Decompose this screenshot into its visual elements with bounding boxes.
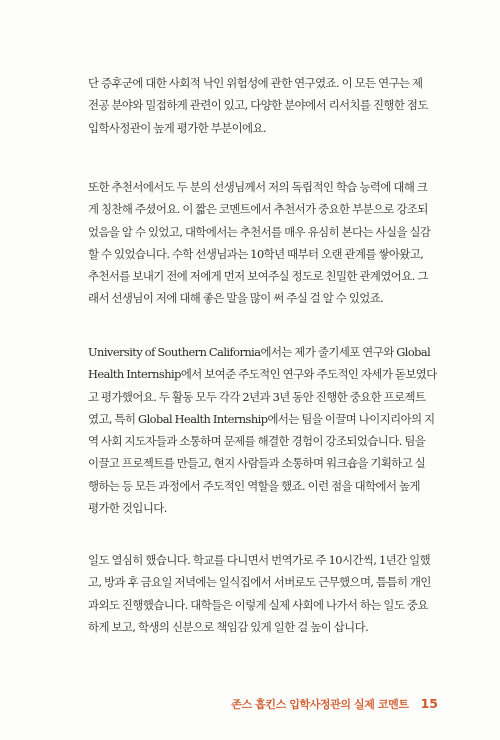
text-line: 고, 방과 후 금요일 저녁에는 일식집에서 서버로도 근무했으며, 틈틈히 개인 xyxy=(88,575,431,590)
text-line: 행하는 등 모든 과정에서 주도적인 역할을 했죠. 이런 점을 대학에서 높게 xyxy=(88,478,420,493)
text-line: 였고, 특히 Global Health Internship에서는 팀을 이끌며 나이지리아의 지 xyxy=(88,411,435,426)
text-line: 고 평가했어요. 두 활동 모두 각각 2년과 3년 동안 진행한 중요한 프로젝트 xyxy=(88,389,426,404)
text-line: 전공 분야와 밀접하게 관련이 있고, 다양한 분야에서 리서치를 진행한 점도 xyxy=(88,98,428,113)
text-line: 역 사회 지도자들과 소통하며 문제를 해결한 경험이 강조되었습니다. 팀을 xyxy=(88,434,426,449)
text-line: 또한 추천서에서도 두 분의 선생님께서 저의 독립적인 학습 능력에 대해 크 xyxy=(88,180,428,194)
text-line: 이끌고 프로젝트를 만들고, 현지 사람들과 소통하며 워크숍을 기획하고 실 xyxy=(88,456,426,471)
text-line: Health Internship에서 보여준 주도적인 연구와 주도적인 자세가 돋보였다 xyxy=(88,367,437,382)
text-line: 과외도 진행했습니다. 대학들은 이렇게 실제 사회에 나가서 하는 일도 중요 xyxy=(88,597,428,612)
page-number: 15 xyxy=(420,696,438,711)
body-paragraph xyxy=(88,341,437,519)
text-line: 게 칭찬해 주셨어요. 이 짧은 코멘트에서 추천서가 중요한 부분으로 강조되 xyxy=(88,202,428,217)
text-line: 하게 보고, 학생의 신분으로 책임감 있게 일한 걸 높이 삽니다. xyxy=(88,619,369,634)
text-line: 평가한 것입니다. xyxy=(88,501,167,516)
text-line: 단 증후군에 대한 사회적 낙인 위험성에 관한 연구였죠. 이 모든 연구는 제 xyxy=(88,76,423,90)
body-paragraph xyxy=(88,549,431,638)
text-line: University of Southern California에서는 제가 줄기세포 연구와 Global xyxy=(88,345,431,359)
text-line: 추천서를 보내기 전에 저에게 먼저 보여주실 정도로 친밀한 관계였어요. 그 xyxy=(88,269,428,284)
body-paragraph xyxy=(88,176,431,310)
text-line: 래서 선생님이 저에 대해 좋은 말을 많이 써 주실 걸 알 수 있었죠. xyxy=(88,291,384,306)
text-line: 일도 열심히 했습니다. 학교를 다니면서 번역가로 주 10시간씩, 1년간 일했 xyxy=(88,553,431,567)
text-line: 할 수 있었습니다. 수학 선생님과는 10학년 때부터 오랜 관계를 쌓아왔고, xyxy=(88,246,424,261)
running-title: 존스 홉킨스 입학사정관의 실제 코멘트 xyxy=(231,698,409,711)
text-line: 입학사정관이 높게 평가한 부분이에요. xyxy=(88,120,267,135)
text-line: 었음을 알 수 있었고, 대학에서는 추천서를 매우 유심히 본다는 사실을 실감 xyxy=(88,224,431,239)
body-paragraph xyxy=(88,72,428,139)
page-footer xyxy=(231,696,438,712)
